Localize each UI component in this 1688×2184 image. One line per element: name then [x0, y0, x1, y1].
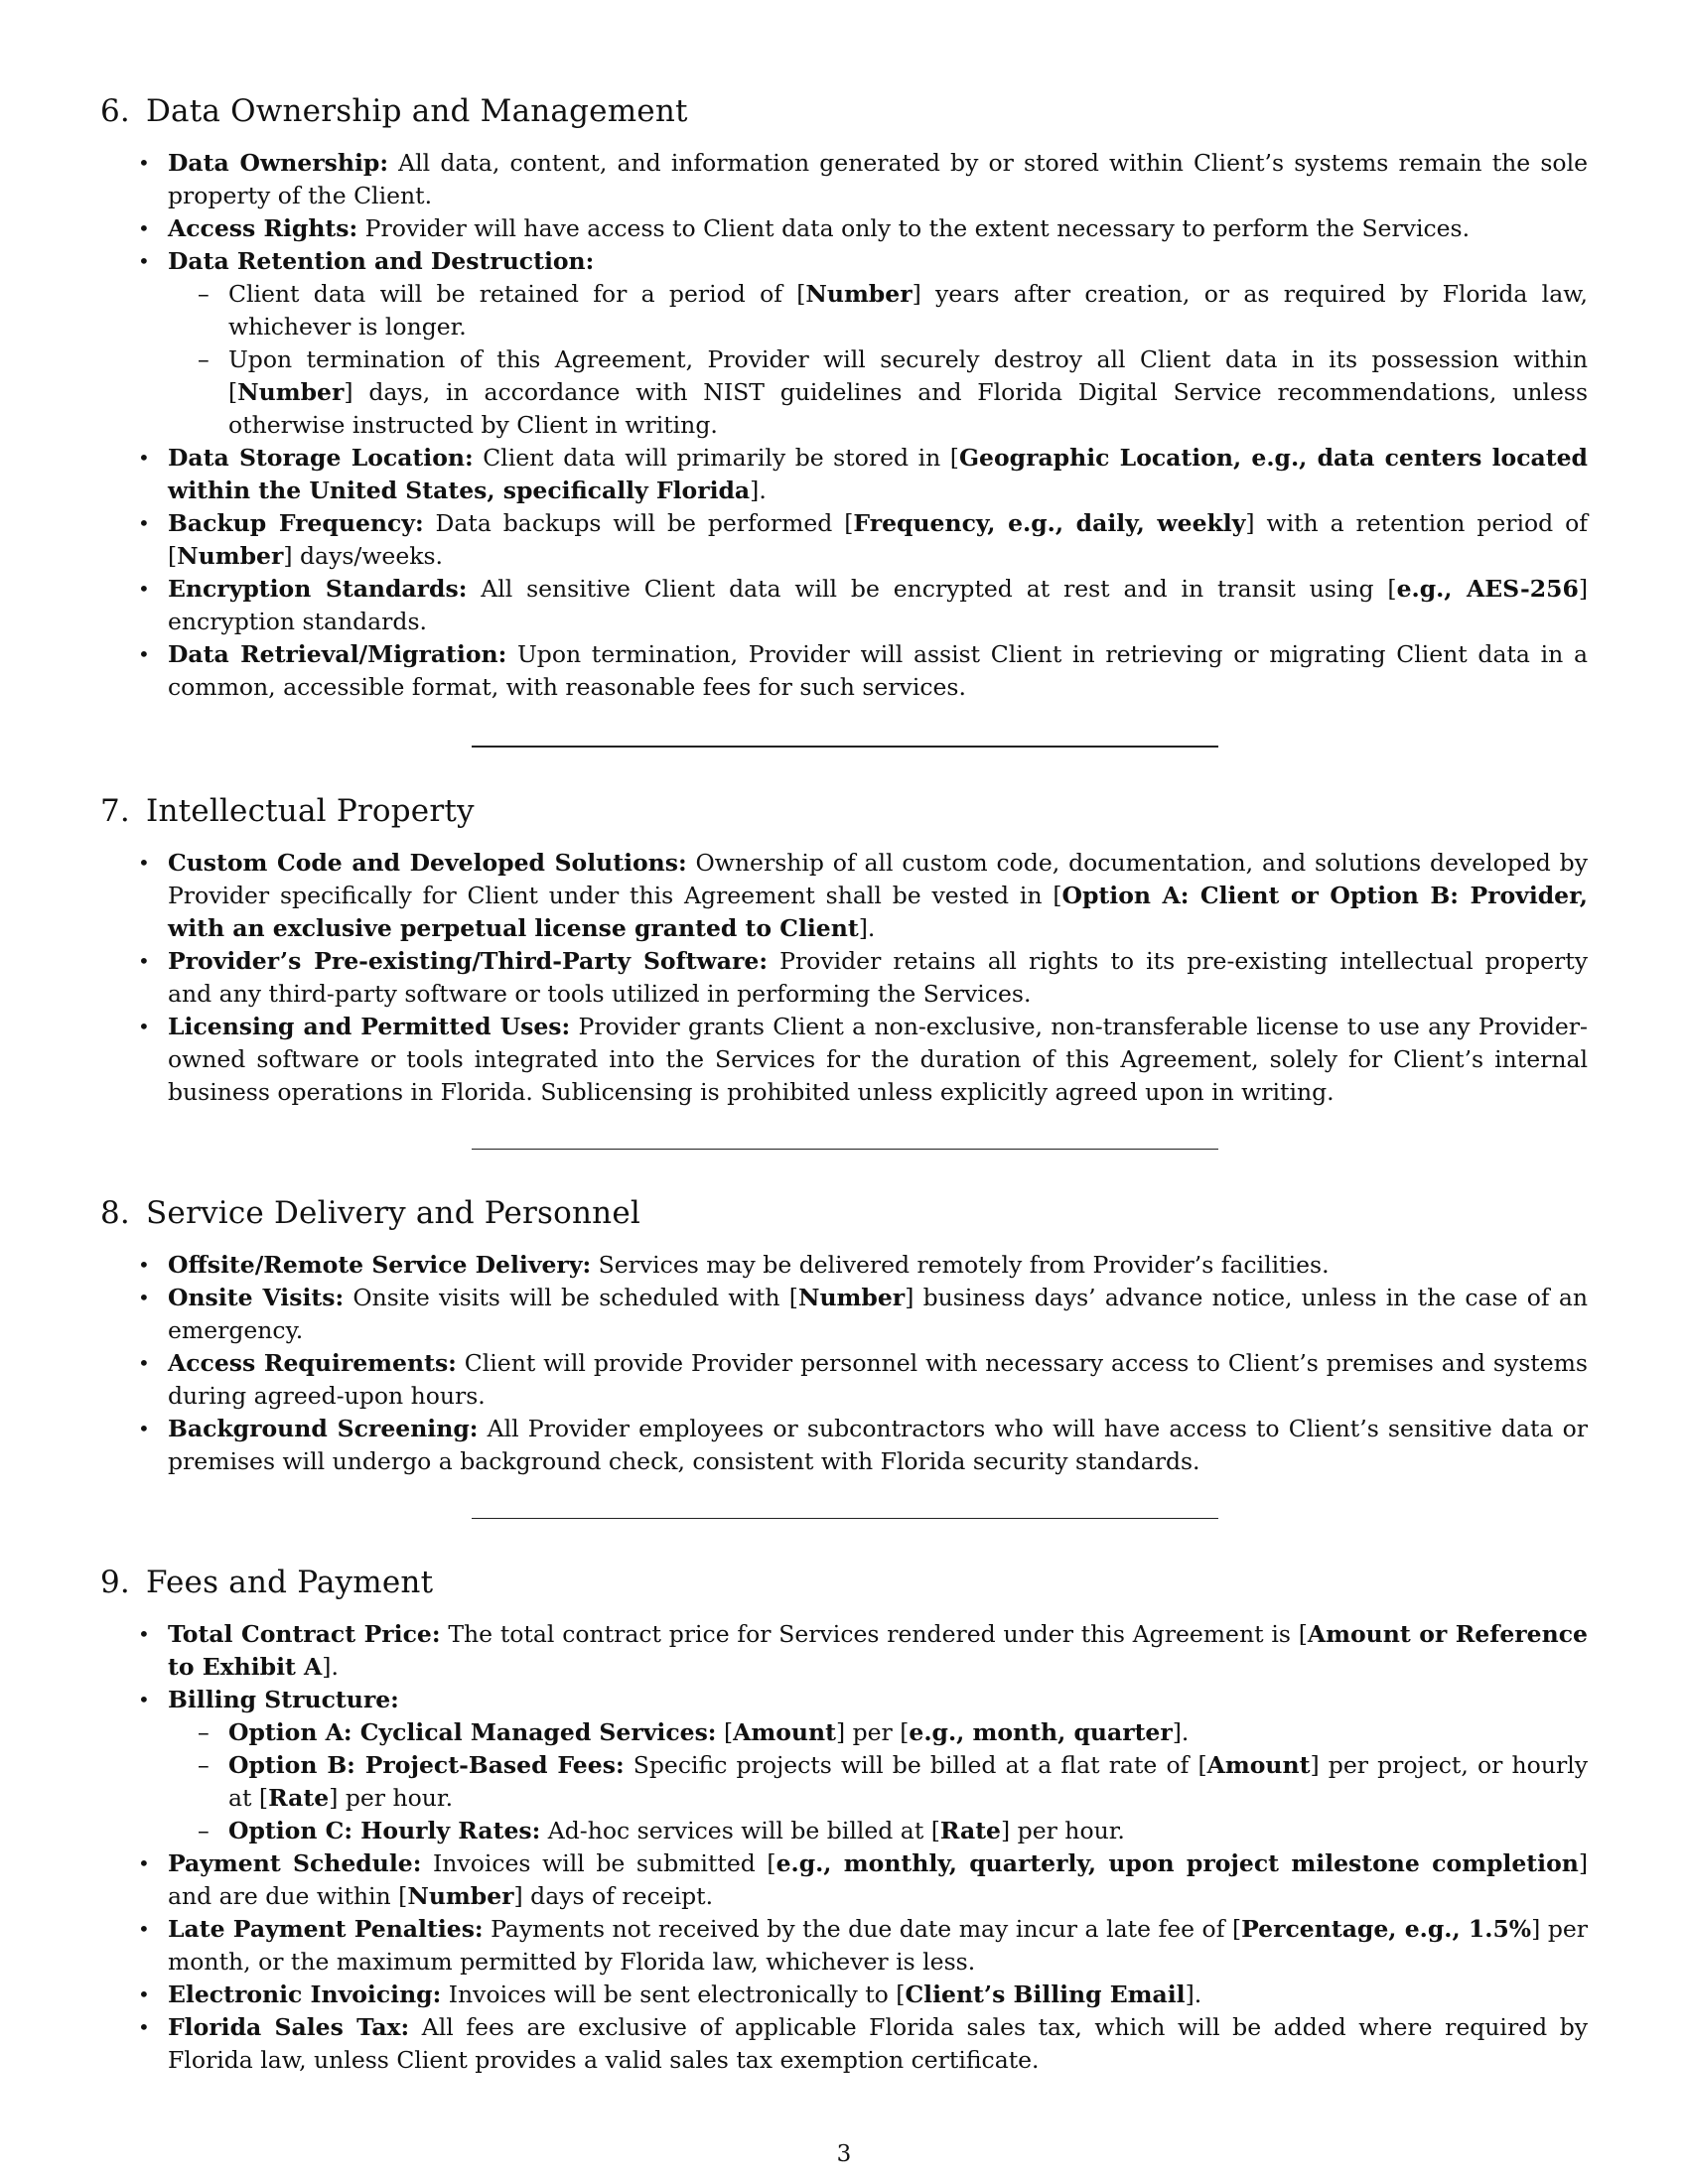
bullet-icon: •: [138, 851, 150, 875]
item-text: All Provider employees or subcontractors who will have access to Client’s sensitive data or premises will undergo a background check, consistent with Florida security standards.: [168, 1415, 1588, 1475]
placeholder-text: Frequency, e.g., daily, weekly: [853, 509, 1246, 537]
item-text: ].: [858, 914, 876, 942]
bullet-icon: •: [138, 1622, 150, 1646]
dash-icon: –: [198, 1718, 210, 1746]
list-item: [100, 1413, 1588, 1478]
list-item: [100, 1979, 1588, 2011]
list-item: [100, 2011, 1588, 2077]
section-heading: [100, 791, 1588, 831]
section-title: Data Ownership and Management: [146, 93, 688, 129]
list-item: [100, 945, 1588, 1011]
item-text: ] per [: [835, 1718, 910, 1746]
section-number: 6.: [100, 93, 130, 129]
placeholder-text: Option A: Cyclical Managed Services:: [228, 1718, 717, 1746]
section: [100, 91, 1588, 704]
placeholder-text: Rate: [939, 1817, 1002, 1844]
bullet-icon: •: [138, 1253, 150, 1277]
bullet-icon: •: [138, 1417, 150, 1440]
list-item: [100, 1011, 1588, 1109]
bullet-icon: •: [138, 577, 150, 601]
list-item: [100, 573, 1588, 638]
item-text: Payments not received by the due date may incur a late fee of [: [483, 1915, 1242, 1943]
item-label: Data Retention and Destruction:: [168, 247, 595, 275]
section-title: Service Delivery and Personnel: [146, 1195, 641, 1231]
item-label: Access Rights:: [168, 214, 358, 242]
item-text: Ad-hoc services will be billed at [: [540, 1817, 940, 1844]
item-label: Data Retrieval/Migration:: [168, 640, 507, 668]
placeholder-text: Amount or Reference to Exhibit A: [168, 1620, 1588, 1681]
item-text: ].: [1172, 1718, 1190, 1746]
list-item: [100, 1249, 1588, 1282]
item-label: Offsite/Remote Service Delivery:: [168, 1251, 592, 1279]
item-text: Provider will have access to Client data only to the extent necessary to perform the Services.: [357, 214, 1471, 242]
list-item: [100, 1347, 1588, 1413]
placeholder-text: Number: [177, 542, 284, 570]
list-item: [100, 1913, 1588, 1979]
item-text: Data backups will be performed [: [423, 509, 854, 537]
item-text: Services may be delivered remotely from Provider’s facilities.: [591, 1251, 1330, 1279]
item-text: ] business days’ advance notice, unless in the case of an emergency.: [168, 1284, 1588, 1344]
item-text: ] days of receipt.: [513, 1882, 714, 1910]
dash-icon: –: [198, 1817, 210, 1844]
item-text: Ownership of all custom code, documentation, and solutions developed by Provider specifically for Client under this Agreement shall be vested in [: [168, 849, 1588, 909]
placeholder-text: Option A: Client or Option B: Provider, with an exclusive perpetual license granted to Client: [168, 882, 1588, 942]
sub-list-item: [168, 1815, 1588, 1847]
item-text: Client data will primarily be stored in [: [473, 444, 959, 472]
bullet-list: [100, 1618, 1588, 2077]
bullet-icon: •: [138, 216, 150, 240]
section-heading: [100, 1563, 1588, 1602]
item-label: Total Contract Price:: [168, 1620, 441, 1648]
item-text: ] per hour.: [329, 1784, 454, 1812]
placeholder-text: Percentage, e.g., 1.5%: [1241, 1915, 1532, 1943]
placeholder-text: e.g., month, quarter: [909, 1718, 1173, 1746]
list-item: [100, 245, 1588, 442]
bullet-icon: •: [138, 1286, 150, 1309]
dash-icon: –: [198, 280, 210, 308]
item-text: Specific projects will be billed at a flat rate of [: [624, 1751, 1207, 1779]
placeholder-text: e.g., monthly, quarterly, upon project milestone completion: [775, 1849, 1579, 1877]
list-item: [100, 1618, 1588, 1684]
bullet-icon: •: [138, 446, 150, 470]
item-label: Late Payment Penalties:: [168, 1915, 484, 1943]
item-label: Access Requirements:: [168, 1349, 457, 1377]
bullet-list: [100, 1249, 1588, 1478]
sub-list: [168, 278, 1588, 442]
section-title: Intellectual Property: [146, 793, 475, 829]
section-number: 9.: [100, 1565, 130, 1600]
placeholder-text: Amount: [733, 1718, 836, 1746]
placeholder-text: Number: [237, 378, 345, 406]
section: [100, 1563, 1588, 2077]
list-item: [100, 847, 1588, 945]
sub-list-item: [168, 343, 1588, 442]
placeholder-text: Number: [805, 280, 913, 308]
list-item: [100, 507, 1588, 573]
list-item: [100, 442, 1588, 507]
item-text: Client will provide Provider personnel with necessary access to Client’s premises and systems during agreed-upon hours.: [168, 1349, 1588, 1410]
item-text: Provider retains all rights to its pre-existing intellectual property and any third-party software or tools utilized in performing the Services.: [168, 947, 1589, 1008]
item-text: The total contract price for Services rendered under this Agreement is [: [440, 1620, 1308, 1648]
item-text: Provider grants Client a non-exclusive, non-transferable license to use any Provider-owned software or tools integrated into the Services for the duration of this Agreement, solely for Client’s internal business operations in Florida. Sublicensing is prohibited unless explicitly agreed upon in writing.: [168, 1013, 1588, 1106]
placeholder-text: Number: [797, 1284, 906, 1311]
bullet-icon: •: [138, 249, 150, 273]
item-text: All sensitive Client data will be encrypted at rest and in transit using [: [467, 575, 1397, 603]
dash-icon: –: [198, 1751, 210, 1779]
section-heading: [100, 1193, 1588, 1233]
item-text: Invoices will be sent electronically to [: [441, 1980, 906, 2008]
section-divider: [472, 746, 1218, 748]
bullet-icon: •: [138, 1982, 150, 2006]
item-label: Backup Frequency:: [168, 509, 424, 537]
bullet-list: [100, 847, 1588, 1109]
section-number: 7.: [100, 793, 130, 829]
item-text: ] and are due within [: [168, 1849, 1589, 1910]
placeholder-text: Number: [407, 1882, 514, 1910]
item-text: ] with a retention period of [: [168, 509, 1588, 570]
bullet-icon: •: [138, 1851, 150, 1875]
item-label: Payment Schedule:: [168, 1849, 422, 1877]
section: [100, 1193, 1588, 1478]
bullet-icon: •: [138, 511, 150, 535]
dash-icon: –: [198, 345, 210, 373]
section-divider: [472, 1518, 1218, 1519]
item-text: ] days/weeks.: [283, 542, 444, 570]
item-text: All fees are exclusive of applicable Florida sales tax, which will be added where required by Florida law, unless Client provides a valid sales tax exemption certificate.: [168, 2013, 1589, 2074]
item-label: Florida Sales Tax:: [168, 2013, 410, 2041]
placeholder-text: e.g., AES-256: [1396, 575, 1579, 603]
bullet-icon: •: [138, 2015, 150, 2039]
section-divider: [472, 1149, 1218, 1150]
section-heading: [100, 91, 1588, 131]
list-item: [100, 1282, 1588, 1347]
page-number: 3: [836, 2141, 852, 2167]
section: [100, 791, 1588, 1109]
bullet-list: [100, 147, 1588, 704]
sub-list: [168, 1716, 1588, 1847]
placeholder-text: Rate: [268, 1784, 330, 1812]
placeholder-text: Geographic Location, e.g., data centers located within the United States, specifically Florida: [168, 444, 1588, 504]
item-text: Upon termination of this Agreement, Provider will securely destroy all Client data in its possession within [: [228, 345, 1588, 406]
bullet-icon: •: [138, 949, 150, 973]
item-text: All data, content, and information generated by or stored within Client’s systems remain the sole property of the Client.: [168, 149, 1588, 209]
item-text: Onsite visits will be scheduled with [: [344, 1284, 798, 1311]
item-label: Data Ownership:: [168, 149, 389, 177]
item-text: Client data will be retained for a period of [: [228, 280, 806, 308]
item-label: Billing Structure:: [168, 1686, 399, 1713]
bullet-icon: •: [138, 1015, 150, 1038]
bullet-icon: •: [138, 151, 150, 175]
section-number: 8.: [100, 1195, 130, 1231]
sub-list-item: [168, 278, 1588, 343]
item-text: ] per project, or hourly at [: [228, 1751, 1588, 1812]
placeholder-text: Option B: Project-Based Fees:: [228, 1751, 625, 1779]
list-item: [100, 147, 1588, 212]
list-item: [100, 212, 1588, 245]
bullet-icon: •: [138, 1351, 150, 1375]
document-body: [100, 91, 1588, 2077]
item-label: Background Screening:: [168, 1415, 479, 1442]
item-label: Data Storage Location:: [168, 444, 474, 472]
item-label: Onsite Visits:: [168, 1284, 345, 1311]
list-item: [100, 638, 1588, 704]
placeholder-text: Amount: [1206, 1751, 1311, 1779]
item-label: Custom Code and Developed Solutions:: [168, 849, 687, 877]
item-text: ].: [1185, 1980, 1202, 2008]
item-text: Upon termination, Provider will assist Client in retrieving or migrating Client data in a common, accessible format, with reasonable fees for such services.: [168, 640, 1588, 701]
item-text: Invoices will be submitted [: [421, 1849, 776, 1877]
list-item: [100, 1847, 1588, 1913]
item-label: Licensing and Permitted Uses:: [168, 1013, 571, 1040]
bullet-icon: •: [138, 642, 150, 666]
sub-list-item: [168, 1749, 1588, 1815]
item-text: ] years after creation, or as required by Florida law, whichever is longer.: [228, 280, 1588, 341]
item-text: ] per hour.: [1001, 1817, 1125, 1844]
item-label: Electronic Invoicing:: [168, 1980, 442, 2008]
item-text: ].: [322, 1653, 339, 1681]
item-label: Provider’s Pre-existing/Third-Party Software:: [168, 947, 769, 975]
item-label: Encryption Standards:: [168, 575, 468, 603]
item-text: ] days, in accordance with NIST guidelines and Florida Digital Service recommendations, unless otherwise instructed by Client in writing.: [228, 378, 1588, 439]
item-text: ] encryption standards.: [168, 575, 1588, 635]
item-text: ].: [750, 477, 767, 504]
bullet-icon: •: [138, 1688, 150, 1711]
placeholder-text: Client’s Billing Email: [905, 1980, 1186, 2008]
item-text: [: [716, 1718, 734, 1746]
list-item: [100, 1684, 1588, 1847]
sub-list-item: [168, 1716, 1588, 1749]
section-title: Fees and Payment: [146, 1565, 434, 1600]
bullet-icon: •: [138, 1917, 150, 1941]
item-text: ] per month, or the maximum permitted by Florida law, whichever is less.: [168, 1915, 1589, 1976]
placeholder-text: Option C: Hourly Rates:: [228, 1817, 541, 1844]
